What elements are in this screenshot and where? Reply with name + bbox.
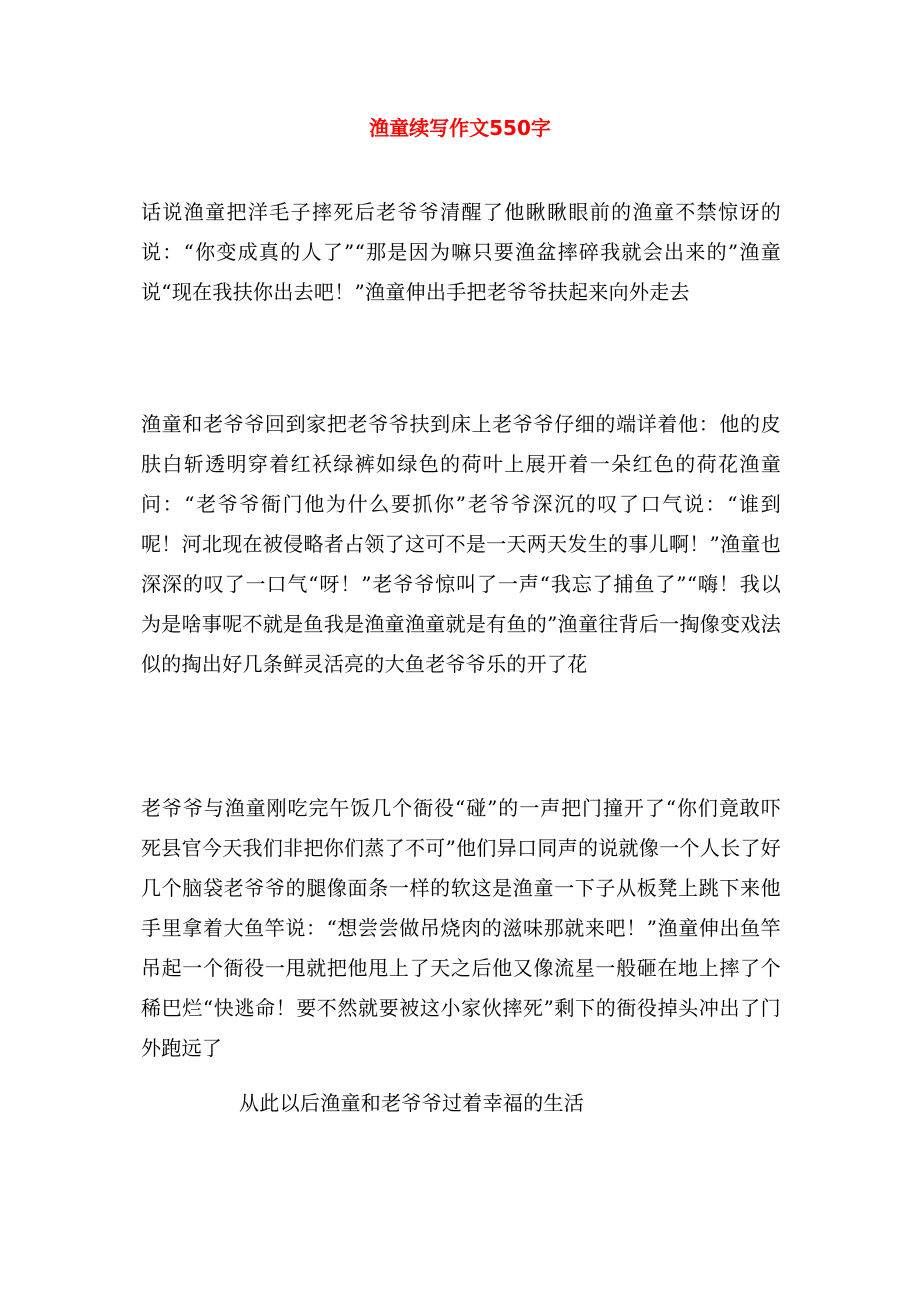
closing-line: 从此以后渔童和老爷爷过着幸福的生活 bbox=[239, 1091, 585, 1115]
paragraph-1: 话说渔童把洋毛子摔死后老爷爷清醒了他瞅瞅眼前的渔童不禁惊讶的说：“你变成真的人了”“那是因为嘛只要渔盆摔碎我就会出来的”渔童说“现在我扶你出去吧！”渔童伸出手把老爷爷扶起来向外走去 bbox=[141, 200, 781, 304]
paragraph-2: 渔童和老爷爷回到家把老爷爷扶到床上老爷爷仔细的端详着他：他的皮肤白斩透明穿着红袄绿裤如绿色的荷叶上展开着一朵红色的荷花渔童问：“老爷爷衙门他为什么要抓你”老爷爷深沉的叹了口气说：“谁到呢！河北现在被侵略者占领了这可不是一天两天发生的事儿啊！”渔童也深深的叹了一口气“呀！”老爷爷惊叫了一声“我忘了捕鱼了”“嗨！我以为是啥事呢不就是鱼我是渔童渔童就是有鱼的”渔童往背后一掏像变戏法似的掏出好几条鲜灵活亮的大鱼老爷爷乐的开了花 bbox=[141, 412, 781, 676]
document-title: 渔童续写作文550字 bbox=[369, 116, 551, 140]
paragraph-3: 老爷爷与渔童刚吃完午饭几个衙役“碰”的一声把门撞开了“你们竟敢吓死县官今天我们非把你们蒸了不可”他们异口同声的说就像一个人长了好几个脑袋老爷爷的腿像面条一样的软这是渔童一下子从板凳上跳下来他手里拿着大鱼竿说：“想尝尝做吊烧肉的滋味那就来吧！”渔童伸出鱼竿吊起一个衙役一甩就把他甩上了天之后他又像流星一般砸在地上摔了个稀巴烂“快逃命！要不然就要被这小家伙摔死”剩下的衙役掉头冲出了门外跑远了 bbox=[141, 796, 781, 1060]
